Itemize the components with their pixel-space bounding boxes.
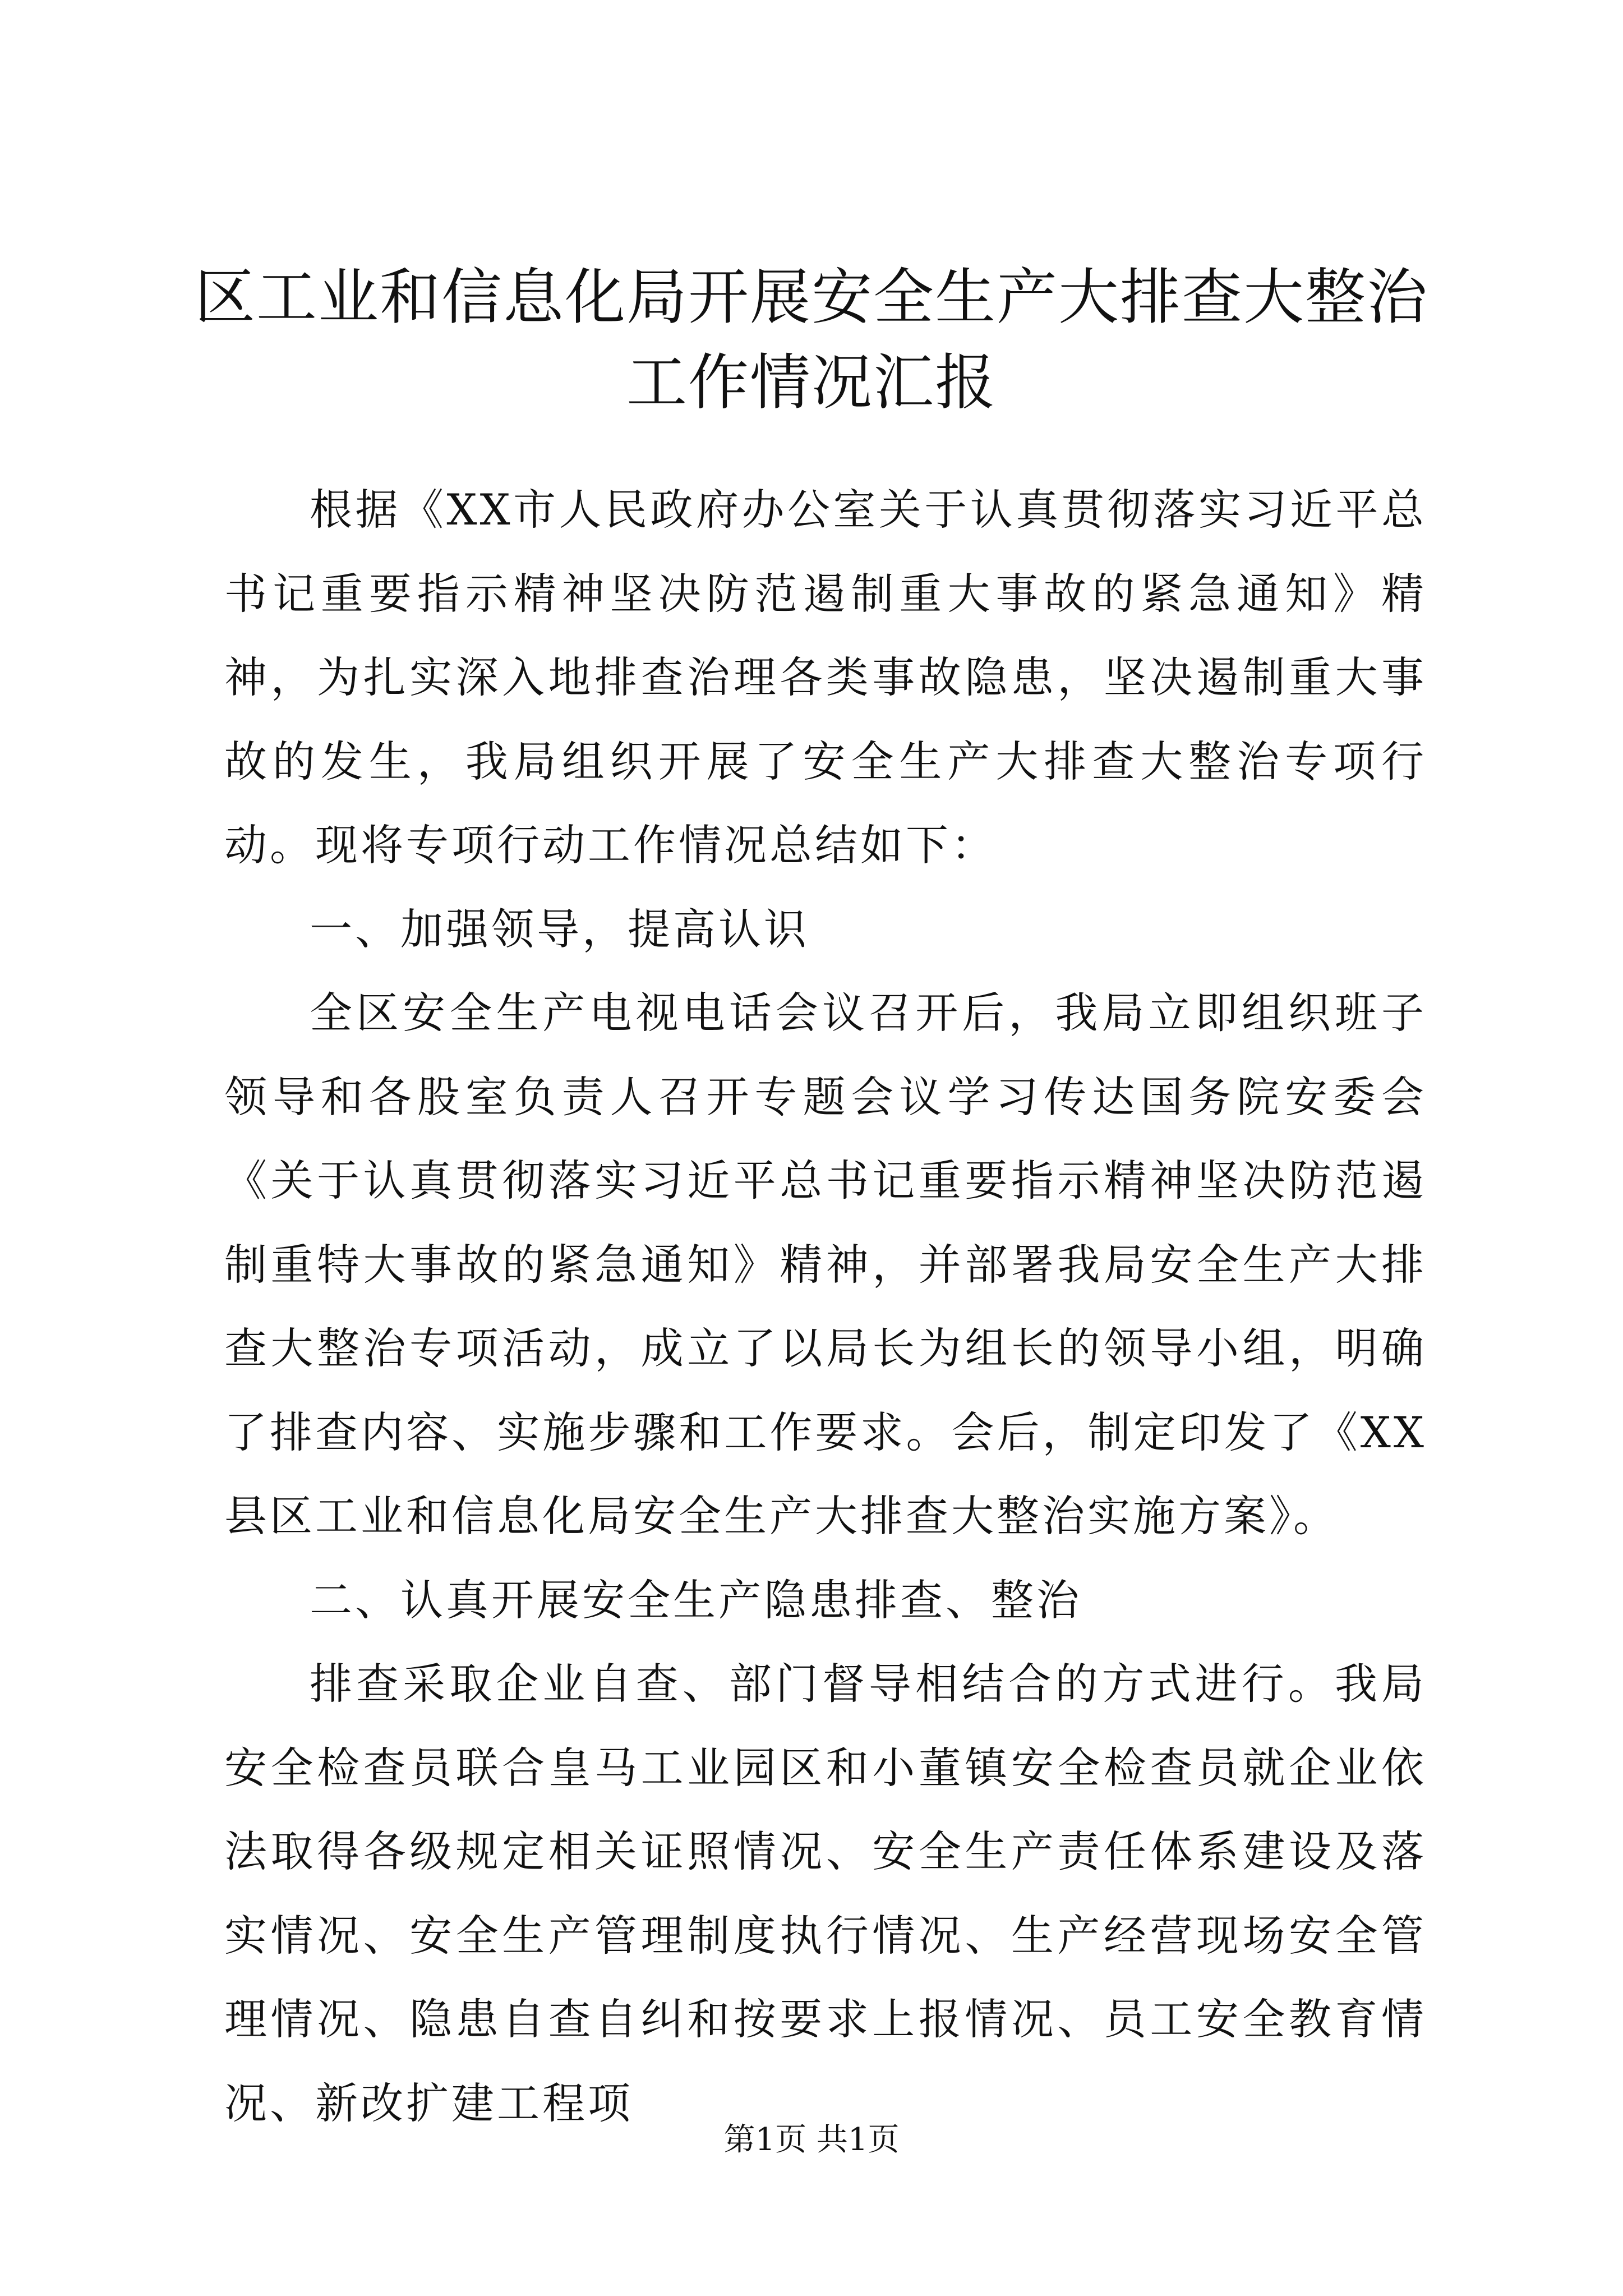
paragraph-intro: 根据《XX市人民政府办公室关于认真贯彻落实习近平总书记重要指示精神坚决防范遏制重大事故的紧急通知》精神，为扎实深入地排查治理各类事故隐患，坚决遏制重大事故的发生，我局组织开展了安全生产大排查大整治专项行动。现将专项行动工作情况总结如下： [224,485,1427,870]
title-line-1: 区工业和信息化局开展安全生产大排查大整治 [194,263,1428,333]
section-heading-2: 二、认真开展安全生产隐患排查、整治 [310,1575,1082,1625]
section-heading-1: 一、加强领导，提高认识 [310,904,809,954]
page-footer: 第1页 共1页 [723,2122,900,2158]
title-line-2: 工作情况汇报 [626,348,997,418]
paragraph-section-2: 排查采取企业自查、部门督导相结合的方式进行。我局安全检查员联合皇马工业园区和小董镇安全检查员就企业依法取得各级规定相关证照情况、安全生产责任体系建设及落实情况、安全生产管理制度执行情况、生产经营现场安全管理情况、隐患自查自纠和按要求上报情况、员工安全教育情况、新改扩建工程项 [224,1659,1427,2128]
paragraph-section-1: 全区安全生产电视电话会议召开后，我局立即组织班子领导和各股室负责人召开专题会议学习传达国务院安委会《关于认真贯彻落实习近平总书记重要指示精神坚决防范遏制重特大事故的紧急通知》精神，并部署我局安全生产大排查大整治专项活动，成立了以局长为组长的领导小组，明确了排查内容、实施步骤和工作要求。会后，制定印发了《XX县区工业和信息化局安全生产大排查大整治实施方案》。 [224,988,1427,1541]
document-body [224,468,1427,2145]
document-title [185,255,1438,426]
